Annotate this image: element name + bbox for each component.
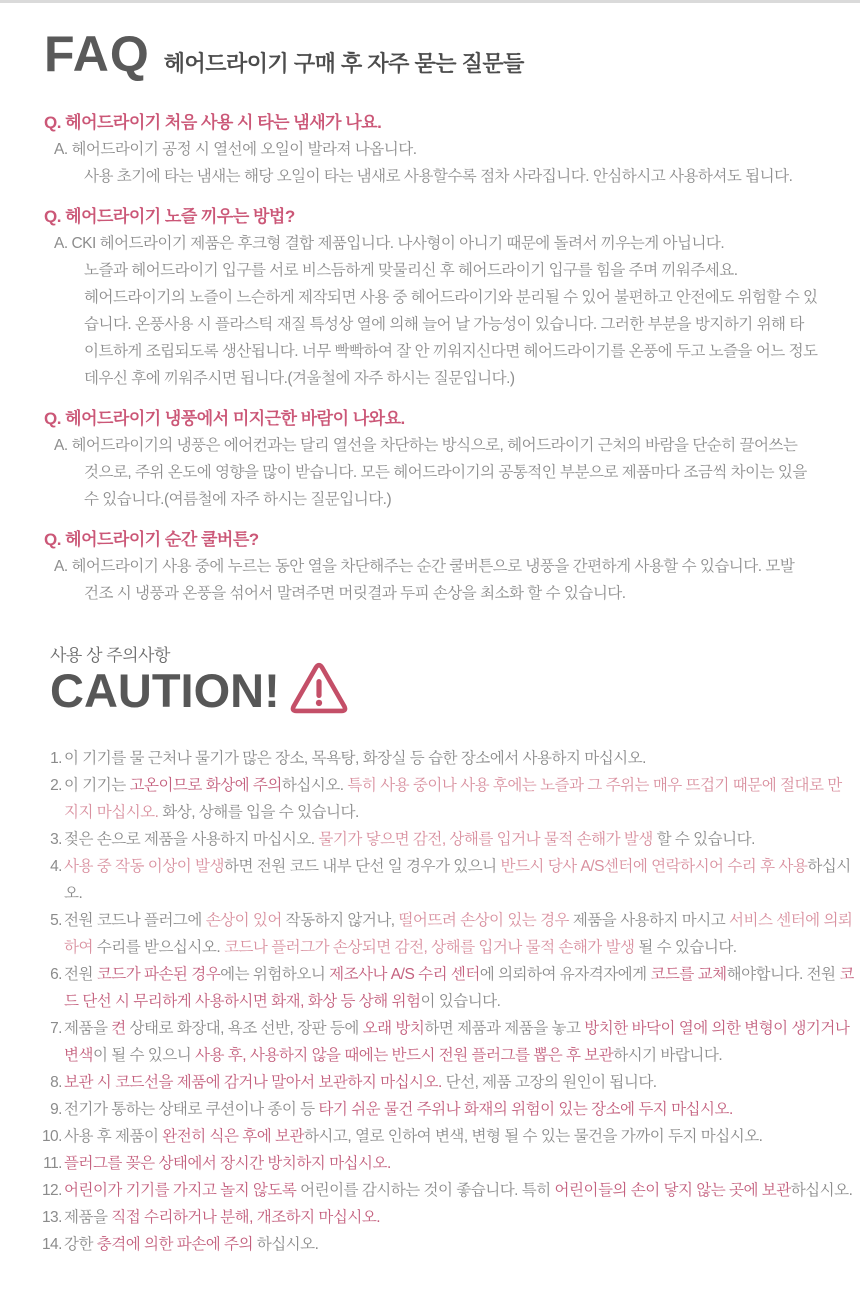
text-segment: 제품을 bbox=[64, 1209, 112, 1227]
caution-item bbox=[34, 1204, 860, 1231]
faq-question: Q. 헤어드라이기 처음 사용 시 타는 냄새가 나요. bbox=[44, 113, 382, 132]
text-segment: 사용 후, 사용하지 않을 때에는 반드시 전원 플러그를 뽑은 후 보관 bbox=[195, 1047, 614, 1065]
text-segment: 방치한 바닥이 열에 의한 변형이 생기거나 변색 bbox=[64, 1020, 850, 1065]
text-segment: 코드가 파손된 경우 bbox=[96, 966, 221, 984]
faq-question: Q. 헤어드라이기 냉풍에서 미지근한 바람이 나와요. bbox=[44, 409, 405, 428]
caution-item-number: 1. bbox=[50, 750, 62, 768]
caution-item-number: 6. bbox=[50, 966, 62, 984]
text-segment: 타기 쉬운 물건 주위나 화재의 위험이 있는 장소에 두지 마십시오. bbox=[318, 1101, 733, 1119]
faq-question: Q. 헤어드라이기 노즐 끼우는 방법? bbox=[44, 207, 295, 226]
faq-answer-line: 것으로, 주위 온도에 영향을 많이 받습니다. 모든 헤어드라이기의 공통적인 부분으로 제품마다 조금씩 차이는 있을 bbox=[84, 464, 807, 481]
caution-item-number: 5. bbox=[50, 912, 62, 930]
warning-triangle-icon bbox=[290, 662, 348, 715]
caution-item-text bbox=[64, 772, 856, 826]
caution-item-number: 13. bbox=[41, 1209, 62, 1227]
faq-answer-line: A. 헤어드라이기 사용 중에 누르는 동안 열을 차단해주는 순간 쿨버튼으로 냉풍을 간편하게 사용할 수 있습니다. 모발 bbox=[54, 558, 795, 575]
top-divider bbox=[0, 0, 860, 3]
text-segment: 전원 코드나 플러그에 bbox=[64, 912, 206, 930]
text-segment: 이 될 수 있으니 bbox=[92, 1047, 196, 1065]
faq-answer-line: 건조 시 냉풍과 온풍을 섞어서 말려주면 머릿결과 두피 손상을 최소화 할 수 있습니다. bbox=[84, 585, 626, 602]
text-segment: 손상이 있어 bbox=[205, 912, 286, 930]
caution-item-number: 10. bbox=[41, 1128, 62, 1146]
caution-item-number: 8. bbox=[50, 1074, 62, 1092]
caution-item-text bbox=[64, 1069, 856, 1096]
text-segment: 전기가 통하는 상태로 쿠션이나 종이 등 bbox=[64, 1101, 319, 1119]
caution-title: CAUTION! bbox=[50, 664, 280, 717]
text-segment: 에 의뢰하여 유자격자에게 bbox=[479, 966, 651, 984]
caution-item-text bbox=[64, 1204, 856, 1231]
text-segment: 이 기기는 bbox=[64, 777, 130, 795]
text-segment: 코드를 교체 bbox=[650, 966, 727, 984]
text-segment: 강한 bbox=[64, 1236, 97, 1254]
text-segment: 이 기기를 물 근처나 물기가 많은 장소, 목욕탕, 화장실 등 습한 장소에서 사용하지 마십시오. bbox=[64, 750, 646, 768]
caution-item-text bbox=[64, 961, 856, 1015]
text-segment: 해야합니다. 전원 bbox=[726, 966, 840, 984]
faq-question: Q. 헤어드라이기 순간 쿨버튼? bbox=[44, 530, 259, 549]
caution-item bbox=[34, 1231, 860, 1258]
caution-item-text bbox=[64, 1150, 856, 1177]
text-segment: 제품을 사용하지 마시고 bbox=[569, 912, 729, 930]
text-segment: 전원 bbox=[64, 966, 97, 984]
text-segment: 하십시오. bbox=[252, 1236, 319, 1254]
caution-item bbox=[34, 1069, 860, 1096]
text-segment: 떨어뜨려 손상이 있는 경우 bbox=[398, 912, 570, 930]
text-segment: 어린이들의 손이 닿지 않는 곳에 보관 bbox=[554, 1182, 791, 1200]
text-segment: 하십시오. bbox=[281, 777, 348, 795]
faq-block bbox=[44, 405, 860, 513]
faq-answer-line: A. 헤어드라이기의 냉풍은 에어컨과는 달리 열선을 차단하는 방식으로, 헤어드라이기 근처의 바람을 단순히 끌어쓰는 bbox=[54, 437, 798, 454]
faq-block bbox=[44, 203, 860, 392]
faq-header bbox=[44, 26, 860, 82]
text-segment: 보관 시 코드선을 제품에 감거나 말아서 보관하지 마십시오. bbox=[64, 1074, 442, 1092]
caution-item-text bbox=[64, 1177, 856, 1204]
text-segment: 플러그를 꽂은 상태에서 장시간 방치하지 마십시오. bbox=[64, 1155, 391, 1173]
text-segment: 제조사나 A/S 수리 센터 bbox=[329, 966, 480, 984]
text-segment: 고온이므로 화상에 주의 bbox=[129, 777, 282, 795]
caution-item-text bbox=[64, 1123, 856, 1150]
caution-item bbox=[34, 772, 860, 826]
text-segment: 단선, 제품 고장의 원인이 됩니다. bbox=[441, 1074, 657, 1092]
page-title: FAQ bbox=[44, 26, 150, 82]
caution-item bbox=[34, 1096, 860, 1123]
caution-item bbox=[34, 907, 860, 961]
caution-item-number: 11. bbox=[43, 1155, 62, 1173]
text-segment: 제품을 bbox=[64, 1020, 112, 1038]
caution-item bbox=[34, 745, 860, 772]
caution-item-text bbox=[64, 1096, 856, 1123]
text-segment: 할 수 있습니다. bbox=[656, 831, 755, 849]
text-segment: 이 있습니다. bbox=[420, 993, 501, 1011]
caution-item-number: 9. bbox=[50, 1101, 62, 1119]
caution-item-text bbox=[64, 826, 856, 853]
text-segment: 수리를 받으십시오. bbox=[92, 939, 224, 957]
text-segment: 코드 단선 시 무리하게 사용하시면 화재, 화상 등 상해 위험 bbox=[64, 966, 854, 1011]
faq-section bbox=[44, 109, 860, 607]
text-segment: 상태로 화장대, 욕조 선반, 장판 등에 bbox=[125, 1020, 363, 1038]
faq-answer-line: 이트하게 조립되도록 생산됩니다. 너무 빡빡하여 잘 안 끼워지신다면 헤어드라이기를 온풍에 두고 노즐을 어느 정도 bbox=[84, 343, 818, 360]
faq-answer-line: 헤어드라이기의 노즐이 느슨하게 제작되면 사용 중 헤어드라이기와 분리될 수 있어 불편하고 안전에도 위험할 수 있 bbox=[84, 289, 818, 306]
caution-item-text bbox=[64, 907, 856, 961]
faq-answer-line: A. 헤어드라이기 공정 시 열선에 오일이 발라져 나옵니다. bbox=[54, 141, 417, 158]
text-segment: 사용 후 제품이 bbox=[64, 1128, 163, 1146]
text-segment: 코드나 플러그가 손상되면 감전, 상해를 입거나 물적 손해가 발생 bbox=[223, 939, 635, 957]
faq-answer-line: 노즐과 헤어드라이기 입구를 서로 비스듬하게 맞물리신 후 헤어드라이기 입구를 힘을 주며 끼워주세요. bbox=[84, 262, 738, 279]
text-segment: 완전히 식은 후에 보관 bbox=[162, 1128, 304, 1146]
faq-answer-line: 데우신 후에 끼워주시면 됩니다.(겨울철에 자주 하시는 질문입니다.) bbox=[84, 370, 515, 387]
text-segment: 서비스 센터에 의뢰하여 bbox=[64, 912, 853, 957]
caution-item-number: 4. bbox=[50, 858, 62, 876]
faq-block bbox=[44, 526, 860, 607]
text-segment: 에는 위험하오니 bbox=[220, 966, 330, 984]
caution-item-text bbox=[64, 745, 856, 772]
text-segment: 하시고, 열로 인하여 변색, 변형 될 수 있는 물건을 가까이 두지 마십시오. bbox=[303, 1128, 763, 1146]
text-segment: 작동하지 않거나, bbox=[285, 912, 399, 930]
text-segment: 충격에 의한 파손에 주의 bbox=[96, 1236, 253, 1254]
caution-header bbox=[50, 641, 860, 715]
text-segment: 직접 수리하거나 분해, 개조하지 마십시오. bbox=[111, 1209, 381, 1227]
caution-item bbox=[34, 1015, 860, 1069]
text-segment: 어린이가 기기를 가지고 놀지 않도록 bbox=[64, 1182, 297, 1200]
faq-block bbox=[44, 109, 860, 190]
caution-item bbox=[34, 1150, 860, 1177]
caution-item-number: 3. bbox=[50, 831, 62, 849]
caution-item bbox=[34, 1177, 860, 1204]
caution-item-text bbox=[64, 1231, 856, 1258]
text-segment: 화상, 상해를 입을 수 있습니다. bbox=[158, 804, 359, 822]
caution-item bbox=[34, 961, 860, 1015]
text-segment: 젖은 손으로 제품을 사용하지 마십시오. bbox=[64, 831, 319, 849]
text-segment: 하면 제품과 제품을 놓고 bbox=[424, 1020, 585, 1038]
faq-answer-line: 사용 초기에 타는 냄새는 해당 오일이 타는 냄새로 사용할수록 점차 사라집니다. 안심하시고 사용하셔도 됩니다. bbox=[84, 168, 793, 185]
page-subtitle: 헤어드라이기 구매 후 자주 묻는 질문들 bbox=[163, 51, 524, 76]
text-segment: 어린이를 감시하는 것이 좋습니다. 특히 bbox=[296, 1182, 555, 1200]
text-segment: 하면 전원 코드 내부 단선 일 경우가 있으니 bbox=[223, 858, 501, 876]
caution-item-number: 7. bbox=[50, 1020, 62, 1038]
caution-item bbox=[34, 853, 860, 907]
caution-item bbox=[34, 1123, 860, 1150]
text-segment: 될 수 있습니다. bbox=[634, 939, 737, 957]
caution-item bbox=[34, 826, 860, 853]
caution-eyebrow: 사용 상 주의사항 bbox=[50, 646, 170, 665]
text-segment: 반드시 당사 A/S센터에 연락하시어 수리 후 사용 bbox=[500, 858, 808, 876]
text-segment: 특히 사용 중이나 사용 후에는 노즐과 그 주위는 매우 뜨겁기 때문에 절대로 만지지 마십시오. bbox=[64, 777, 842, 822]
faq-answer-line: 수 있습니다.(여름철에 자주 하시는 질문입니다.) bbox=[84, 491, 392, 508]
faq-answer-line: 습니다. 온풍사용 시 플라스틱 재질 특성상 열에 의해 늘어 날 가능성이 있습니다. 그러한 부분을 방지하기 위해 타 bbox=[84, 316, 804, 333]
text-segment: 오래 방치 bbox=[362, 1020, 425, 1038]
text-segment: 하십시오. bbox=[790, 1182, 853, 1200]
caution-item-number: 2. bbox=[50, 777, 62, 795]
text-segment: 켠 bbox=[111, 1020, 126, 1038]
text-segment: 하십시오. bbox=[64, 858, 851, 903]
caution-item-text bbox=[64, 853, 856, 907]
text-segment: 하시기 바랍니다. bbox=[613, 1047, 723, 1065]
faq-answer-line: A. CKI 헤어드라이기 제품은 후크형 결합 제품입니다. 나사형이 아니기 때문에 돌려서 끼우는게 아닙니다. bbox=[54, 235, 725, 252]
caution-item-number: 14. bbox=[41, 1236, 62, 1254]
text-segment: 사용 중 작동 이상이 발생 bbox=[64, 858, 224, 876]
text-segment: 물기가 닿으면 감전, 상해를 입거나 물적 손해가 발생 bbox=[318, 831, 657, 849]
caution-item-number: 12. bbox=[41, 1182, 62, 1200]
caution-item-text bbox=[64, 1015, 856, 1069]
caution-list bbox=[34, 745, 860, 1258]
